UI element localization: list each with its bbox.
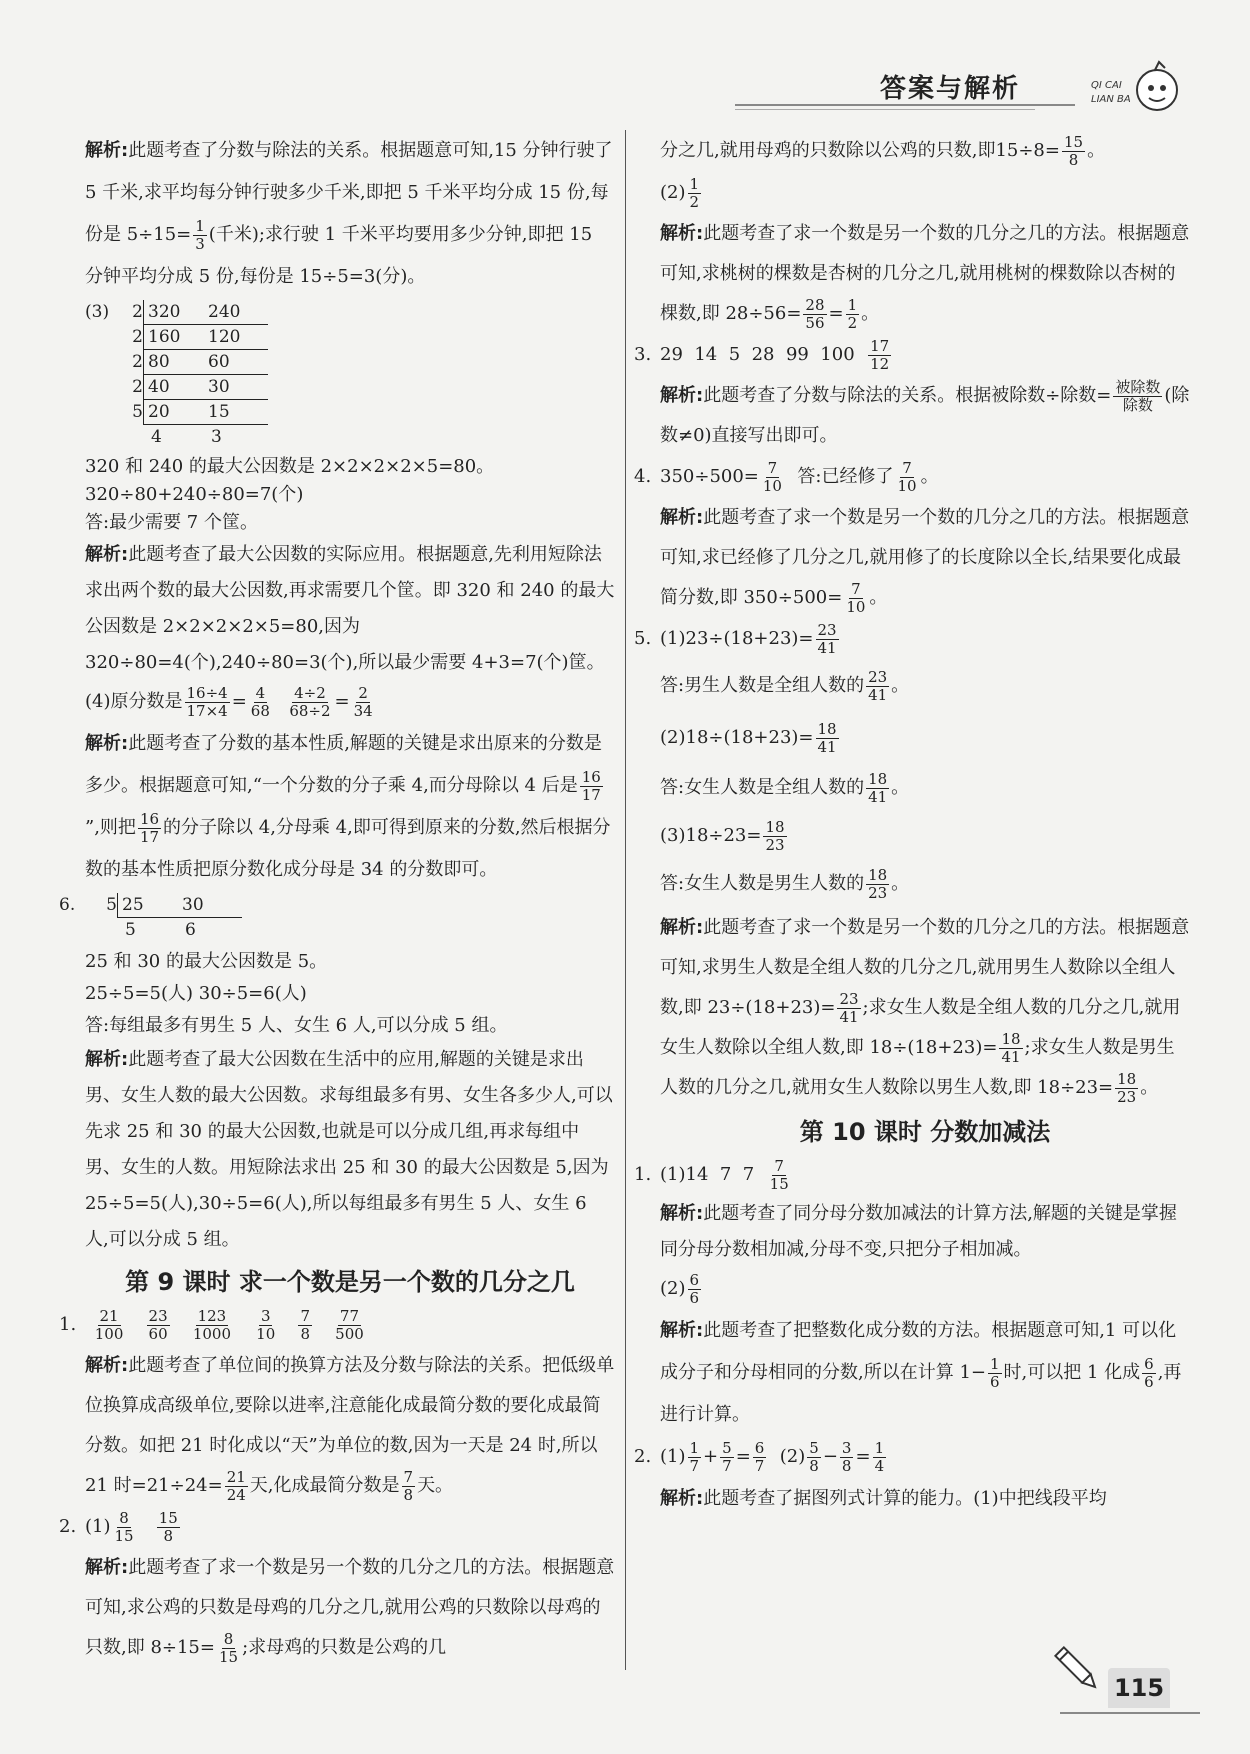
l10-q1-answers: 1. (1)14 7 7 $\frac{7}{15}$ — [634, 1156, 789, 1193]
r-q5-1-answer: 答:男生人数是全组人数的 $\frac{23}{41}$ 。 — [660, 667, 910, 704]
explanation-r-q2: 解析:此题考查了求一个数是另一个数的几分之几的方法。根据题意可知,求桃树的棵数是杏树的几分之几,就用桃树的棵数除以杏树的棵数,即 28÷56= $\frac{28}{56}$ = $\frac{1}{2}$ 。 — [660, 223, 1190, 332]
r-q5-2-answer: 答:女生人数是全组人数的 $\frac{18}{41}$ 。 — [660, 769, 910, 806]
explanation-l10-q1-2: 解析:此题考查了把整数化成分数的方法。根据题意可知,1 可以化成分子和分母相同的分数,所以在计算 1− $\frac{1}{6}$ 时,可以把 1 化成 $\frac{6}{6}$ ,再进行计算。 — [660, 1320, 1182, 1425]
footer-rule — [1060, 1712, 1200, 1714]
short-division-q6: 6. 5 25 30 5 6 — [59, 893, 615, 942]
r-q5-2: (2)18÷(18+23)= $\frac{18}{41}$ — [660, 719, 837, 756]
header-rule-thin — [735, 109, 1035, 110]
q6-answer: 答:每组最多有男生 5 人、女生 6 人,可以分成 5 组。 — [85, 1015, 508, 1036]
q6-line: 25÷5=5(人) 30÷5=6(人) — [85, 983, 307, 1004]
pencil-icon — [1050, 1640, 1106, 1700]
explanation-r-q4: 解析:此题考查了求一个数是另一个数的几分之几的方法。根据题意可知,求已经修了几分之几,就用修了的长度除以全长,结果要化成最简分数,即 350÷500= $\frac{7}{10}$ 。 — [660, 507, 1190, 616]
q3-answer: 答:最少需要 7 个筐。 — [85, 512, 258, 533]
explanation-r-q3: 解析:此题考查了分数与除法的关系。根据被除数÷除数= $\frac{\text{被除数}}{\text{除数}}$ (除数≠0)直接写出即可。 — [660, 377, 1190, 446]
explanation-l9-q2: 解析:此题考查了求一个数是另一个数的几分之几的方法。根据题意可知,求公鸡的只数是母鸡的几分之几,就用公鸡的只数除以母鸡的只数,即 8÷15= $\frac{8}{15}$ ;求母鸡的只数是公鸡的几 — [85, 1557, 615, 1666]
explanation-r-q5: 解析:此题考查了求一个数是另一个数的几分之几的方法。根据题意可知,求男生人数是全组人数的几分之几,就用男生人数除以全组人数,即 23÷(18+23)= $\frac{23}{41}$ ;求女生人数是全组人数的几分之几,就用女生人数除以全组人数,即 18÷(18+23)= $\frac{18}{41}$ ;求女生人数是男生人数的几分之几,就用女生人数除以男生人数,即 18÷23= $\frac{18}{23}$ 。 — [660, 917, 1190, 1106]
column-divider — [625, 130, 626, 1670]
fraction: $\frac{1}{3}$ — [195, 216, 205, 253]
lesson-10-title: 第 10 课时 分数加减法 — [799, 1118, 1051, 1146]
svg-text:LIAN BA: LIAN BA — [1091, 94, 1131, 105]
question-label: (3) — [85, 302, 110, 322]
explanation-l10-q1: 解析:此题考查了同分母分数加减法的计算方法,解题的关键是掌握同分母分数相加减,分母不变,只把分子相加减。 — [660, 1203, 1177, 1260]
right-column — [634, 130, 1190, 1520]
svg-text:QI CAI: QI CAI — [1091, 80, 1122, 91]
explanation-text: 解析:此题考查了分数与除法的关系。根据题意可知,15 分钟行驶了 5 千米,求平均每分钟行驶多少千米,即把 5 千米平均分成 15 份,每份是 5÷15= — [85, 140, 613, 245]
q3-line: 320 和 240 的最大公因数是 2×2×2×2×5=80。 — [85, 456, 495, 477]
explanation-text: (千米);求行驶 1 千米平均要用多少分钟,即把 15 分钟平均分成 5 份,每份是 15÷5=3(分)。 — [85, 224, 593, 287]
q4-line: (4)原分数是 $\frac{16\div 4}{17\times 4}$ = $\frac{4}{68}$ $\frac{4\div 2}{68\div 2}$ = $\frac{2}{34}$ — [85, 683, 373, 720]
header-title: 答案与解析 — [880, 74, 1021, 104]
l10-q2-answers: 2. (1) $\frac{1}{7}$ + $\frac{5}{7}$ = $\frac{6}{7}$ (2) $\frac{5}{8}$ − $\frac{3}{8}$ = $\frac{1}{4}$ — [634, 1438, 885, 1475]
r-q2-answer: (2) $\frac{1}{2}$ — [660, 174, 700, 211]
q3-line: 320÷80+240÷80=7(个) — [85, 484, 304, 505]
q6-line: 25 和 30 的最大公因数是 5。 — [85, 951, 328, 972]
explanation-l10-q2: 解析:此题考查了据图列式计算的能力。(1)中把线段平均 — [660, 1488, 1107, 1509]
l9-q1-answers: 1. $\frac{21}{100}$ $\frac{23}{60}$ $\frac{123}{1000}$ $\frac{3}{10}$ $\frac{7}{8}$ $\frac{77}{500}$ — [59, 1306, 364, 1343]
page-number: 115 — [1108, 1668, 1170, 1708]
header-rule — [735, 104, 1075, 106]
explanation-q3: 解析:此题考查了最大公因数的实际应用。根据题意,先利用短除法求出两个数的最大公因数,再求需要几个筐。即 320 和 240 的最大公因数是 2×2×2×2×5=80,因为 320÷80=4(个),240÷80=3(个),所以最少需要 4+3=7(个)筐。 — [85, 544, 615, 673]
explanation-q6: 解析:此题考查了最大公因数在生活中的应用,解题的关键是求出男、女生人数的最大公因数。求每组最多有男、女生各多少人,可以先求 25 和 30 的最大公因数,也就是可以分成几组,再求每组中男、女生的人数。用短除法求出 25 和 30 的最大公因数是 5,因为 25÷5=5(人),30÷5=6(人),所以每组最多有男生 5 人、女生 6 人,可以分成 5 组。 — [85, 1049, 613, 1250]
r-q5-1: 5. (1)23÷(18+23)= $\frac{23}{41}$ — [634, 620, 837, 657]
short-division-q3: (3) 2 320 240 2 160 120 2 80 60 2 40 30 5 20 15 4 3 — [85, 300, 615, 449]
explanation-q4: 解析:此题考查了分数的基本性质,解题的关键是求出原来的分数是多少。根据题意可知,“一个分数的分子乘 4,而分母除以 4 后是 $\frac{16}{17}$ ”,则把 $\frac{16}{17}$ 的分子除以 4,分母乘 4,即可得到原来的分数,然后根据分数的基本性质把原分数化成分母是 34 的分数即可。 — [85, 733, 611, 880]
explanation-continued: 分之几,就用母鸡的只数除以公鸡的只数,即15÷8= $\frac{15}{8}$ 。 — [660, 132, 1106, 169]
question-label: 6. — [59, 895, 76, 915]
left-column — [59, 130, 615, 1668]
r-q4-answer: 4. 350÷500= $\frac{7}{10}$ 答:已经修了 $\frac{7}{10}$ 。 — [634, 458, 939, 495]
lesson-9-title: 第 9 课时 求一个数是另一个数的几分之几 — [125, 1268, 575, 1296]
l10-q1-2-answer: (2) $\frac{6}{6}$ — [660, 1270, 700, 1307]
r-q3-answer: 3. 29 14 5 28 99 100 $\frac{17}{12}$ — [634, 336, 890, 373]
explanation-q2-2 — [85, 130, 615, 298]
r-q5-3: (3)18÷23= $\frac{18}{23}$ — [660, 817, 785, 854]
explanation-l9-q1: 解析:此题考查了单位间的换算方法及分数与除法的关系。把低级单位换算成高级单位,要除以进率,注意能化成最简分数的要化成最简分数。如把 21 时化成以“天”为单位的数,因为一天是 24 时,所以 21 时=21÷24= $\frac{21}{24}$ 天,化成最简分数是 $\frac{7}{8}$ 天。 — [85, 1355, 615, 1504]
r-q5-3-answer: 答:女生人数是男生人数的 $\frac{18}{23}$ 。 — [660, 865, 910, 902]
mascot-logo — [1085, 58, 1195, 128]
l9-q2-answers: 2. (1) $\frac{8}{15}$ $\frac{15}{8}$ — [59, 1508, 178, 1545]
